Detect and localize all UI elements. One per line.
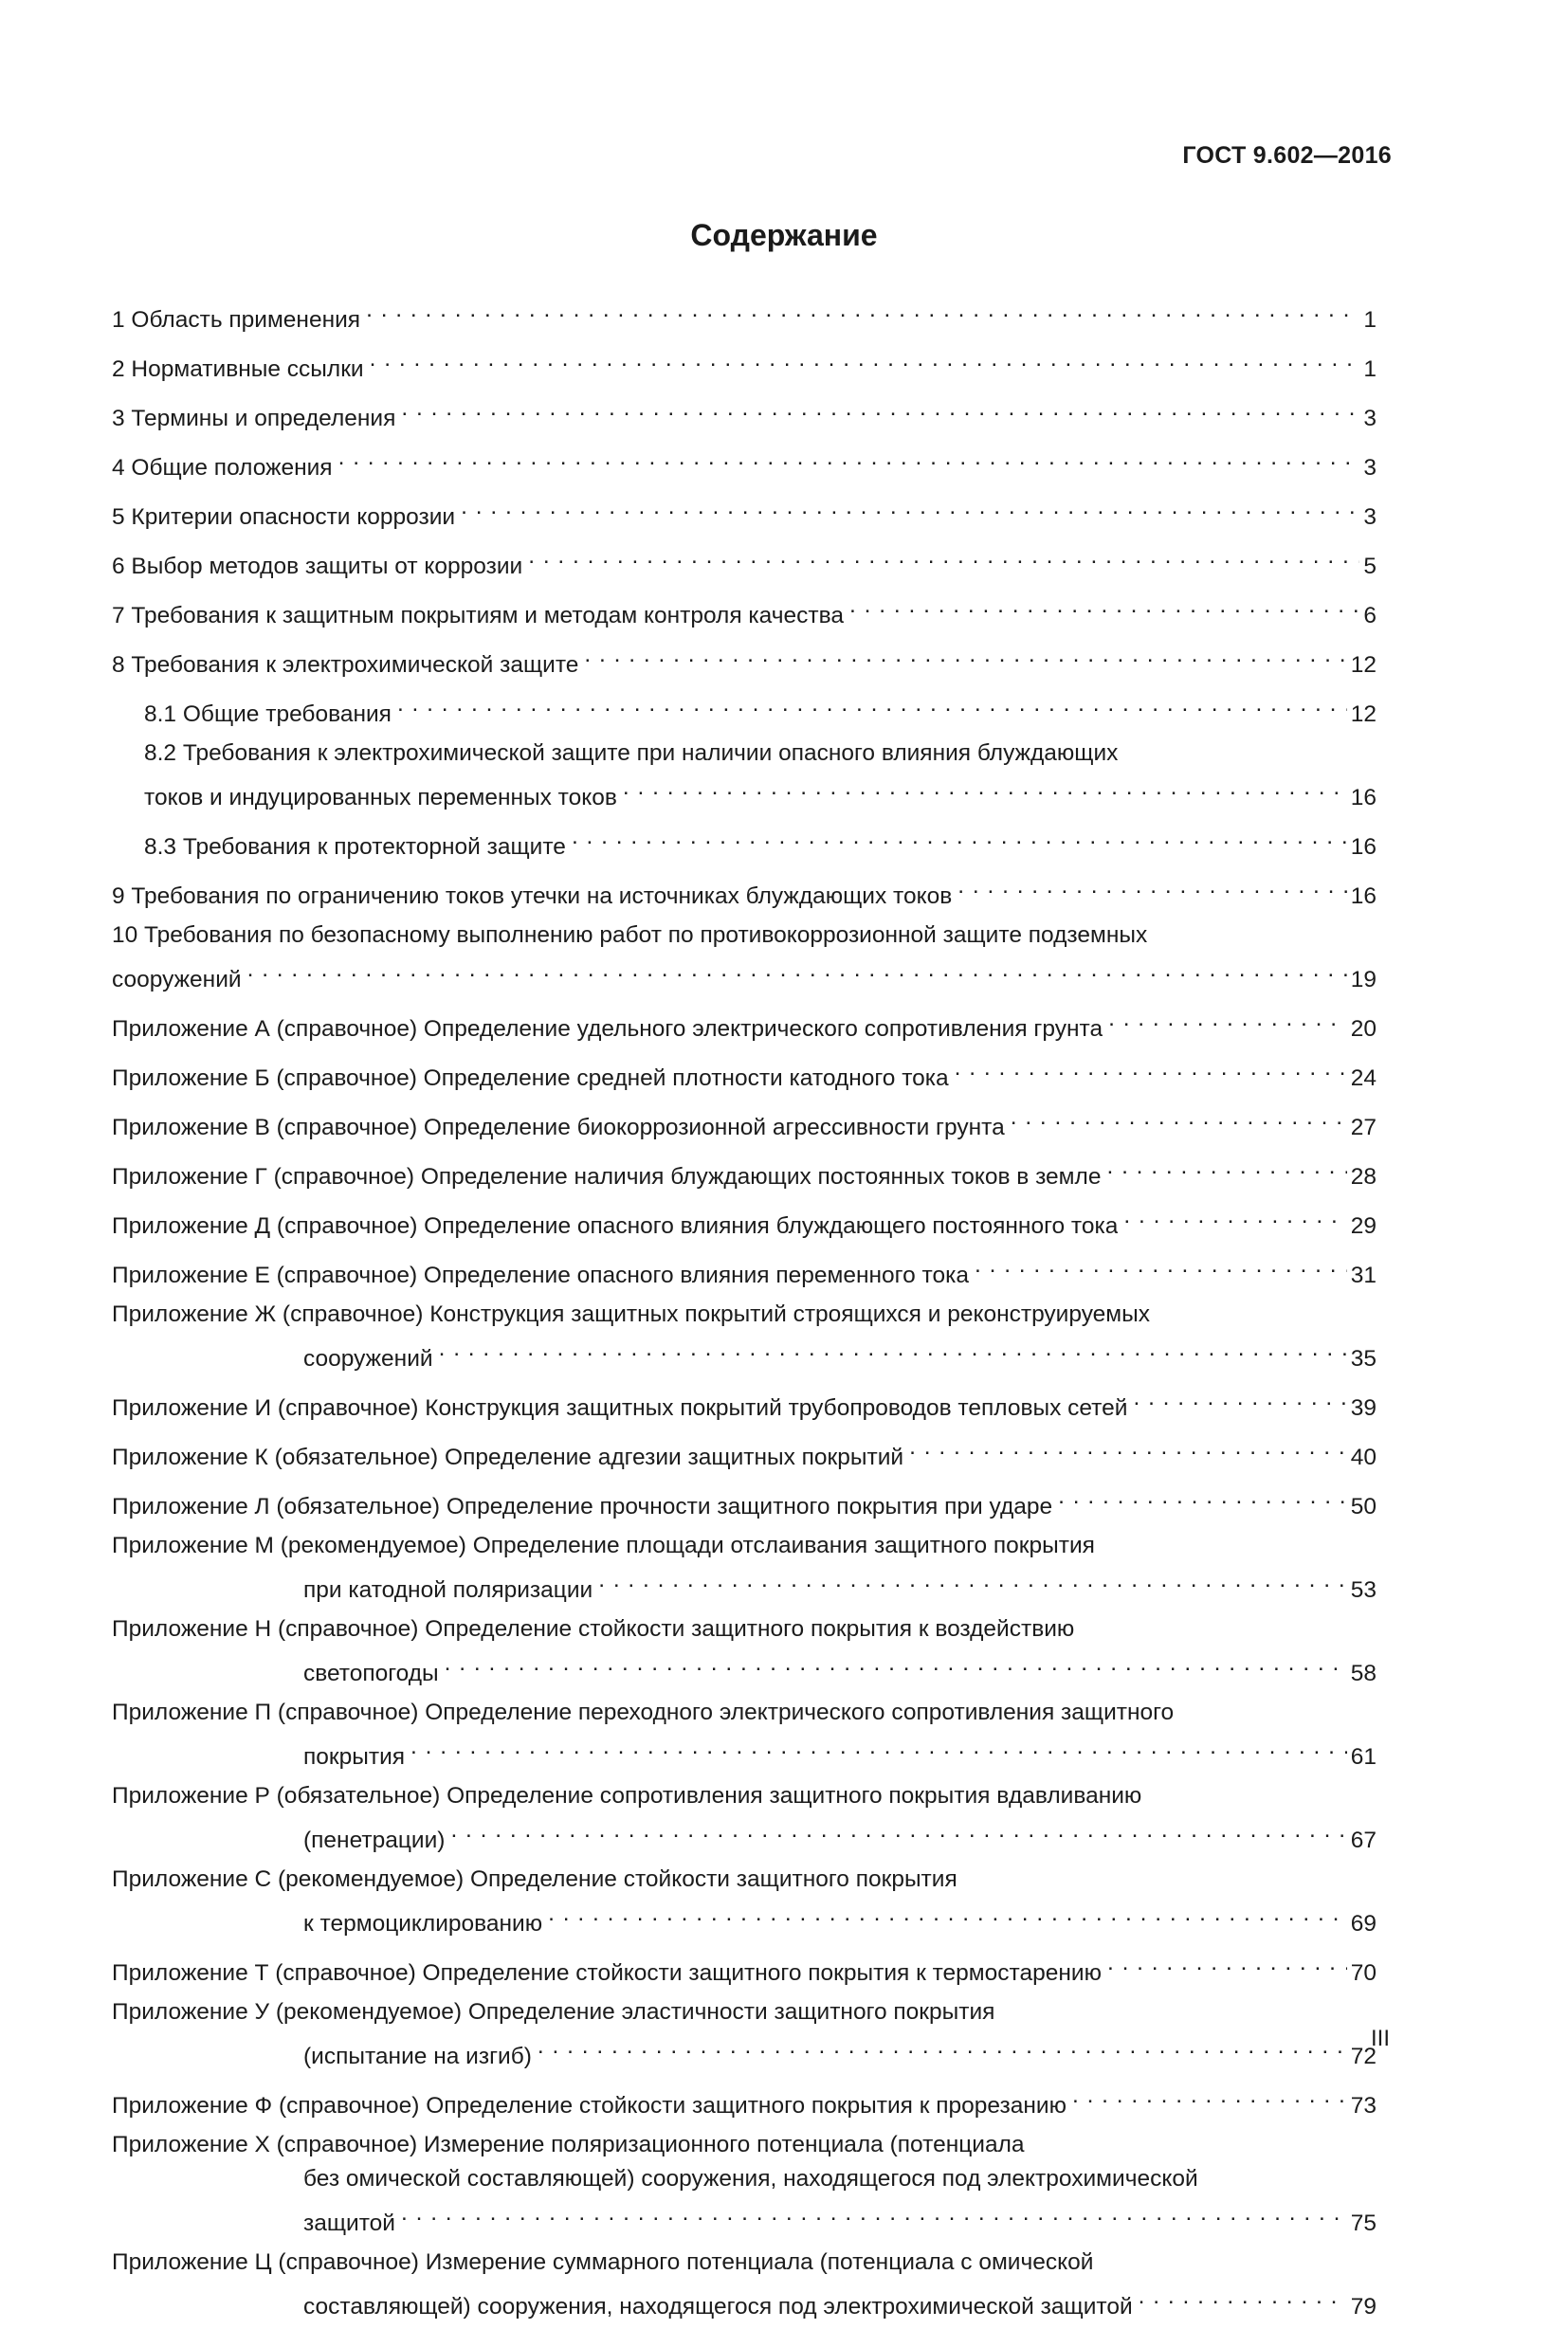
toc-entry-text: без омической составляющей) сооружения, находящегося под электрохимической — [303, 2166, 1198, 2192]
toc-entry-text: 7 Требования к защитным покрытиям и методам контроля качества — [112, 603, 845, 628]
dot-leader — [1133, 1381, 1346, 1415]
toc-entry-text: 9 Требования по ограничению токов утечки на источниках блуждающих токов — [112, 883, 953, 909]
toc-entry[interactable] — [112, 1199, 1377, 1244]
toc-entry-text: сооружений — [303, 1346, 433, 1372]
toc-entry[interactable] — [112, 1529, 1377, 1608]
toc-page-number: 67 — [1350, 1828, 1377, 1853]
toc-page-number: 28 — [1350, 1164, 1377, 1190]
dot-leader — [401, 2196, 1347, 2230]
toc-entry-text: Приложение В (справочное) Определение биокоррозионной агрессивности грунта — [112, 1115, 1005, 1140]
toc-entry[interactable] — [112, 2246, 1377, 2324]
dot-leader — [957, 869, 1347, 903]
dot-leader — [909, 1430, 1347, 1465]
toc-page-number: 72 — [1350, 2044, 1377, 2069]
toc-entry-text: светопогоды — [303, 1661, 439, 1686]
toc-entry[interactable] — [112, 1381, 1377, 1426]
toc-page-number: 16 — [1350, 883, 1377, 909]
toc-page-number: 12 — [1350, 701, 1377, 727]
toc-entry-text: Приложение Д (справочное) Определение опасного влияния блуждающего постоянного тока — [112, 1213, 1119, 1239]
dot-leader — [584, 638, 1346, 672]
toc-entry[interactable] — [112, 638, 1377, 682]
toc-entry[interactable] — [112, 1430, 1377, 1475]
toc-entry-text: 8.2 Требования к электрохимической защите при наличии опасного влияния блуждающих — [144, 740, 1119, 766]
toc-page-number: 19 — [1350, 967, 1377, 992]
dot-leader — [1107, 1946, 1347, 1980]
toc-page-number: 35 — [1350, 1346, 1377, 1372]
dot-leader — [397, 687, 1347, 721]
toc-entry[interactable] — [112, 869, 1377, 914]
toc-entry-text: (пенетрации) — [303, 1828, 446, 1853]
toc-entry-text: Приложение Н (справочное) Определение стойкости защитного покрытия к воздействию — [112, 1616, 1075, 1642]
table-of-contents — [112, 293, 1377, 2329]
dot-leader — [439, 1332, 1347, 1366]
dot-leader — [401, 391, 1359, 426]
toc-entry-text: (испытание на изгиб) — [303, 2044, 532, 2069]
toc-entry-text: Приложение Ж (справочное) Конструкция защитных покрытий строящихся и реконструируемых — [112, 1301, 1151, 1327]
toc-page-number: 73 — [1350, 2093, 1377, 2119]
toc-entry[interactable] — [112, 1480, 1377, 1524]
dot-leader — [1011, 1101, 1347, 1135]
dot-leader — [548, 1897, 1347, 1931]
toc-entry[interactable] — [112, 1051, 1377, 1096]
dot-leader — [450, 1813, 1346, 1847]
toc-entry-text: покрытия — [303, 1744, 406, 1770]
dot-leader — [623, 771, 1347, 805]
toc-page-number: 1 — [1363, 356, 1377, 382]
toc-entry-text: Приложение Х (справочное) Измерение поляризационного потенциала (потенциала — [112, 2132, 1025, 2157]
toc-entry[interactable] — [112, 293, 1377, 337]
toc-entry-text: 1 Область применения — [112, 307, 361, 333]
toc-entry[interactable] — [112, 1946, 1377, 1991]
dot-leader — [338, 441, 1360, 475]
toc-entry[interactable] — [112, 441, 1377, 485]
toc-page-number: 29 — [1350, 1213, 1377, 1239]
dot-leader — [1072, 2079, 1347, 2113]
toc-entry-text: 4 Общие положения — [112, 455, 333, 481]
toc-entry-text: 3 Термины и определения — [112, 406, 396, 431]
toc-entry-text: сооружений — [112, 967, 242, 992]
toc-entry[interactable] — [112, 1779, 1377, 1858]
dot-leader — [1123, 1199, 1346, 1233]
toc-page-number: 50 — [1350, 1494, 1377, 1519]
dot-leader — [598, 1563, 1347, 1597]
toc-page-number: 5 — [1363, 554, 1377, 579]
toc-entry[interactable] — [112, 1248, 1377, 1293]
toc-entry-text: Приложение К (обязательное) Определение адгезии защитных покрытий — [112, 1445, 904, 1470]
toc-entry-text: Приложение С (рекомендуемое) Определение стойкости защитного покрытия — [112, 1866, 957, 1892]
toc-page-number: 24 — [1350, 1065, 1377, 1091]
toc-entry-text: Приложение Б (справочное) Определение средней плотности катодного тока — [112, 1065, 949, 1091]
dot-leader — [1106, 1150, 1346, 1184]
toc-entry-text: Приложение Ф (справочное) Определение стойкости защитного покрытия к прорезанию — [112, 2093, 1067, 2119]
toc-entry-text: при катодной поляризации — [303, 1577, 593, 1603]
toc-page-number: 3 — [1363, 406, 1377, 431]
toc-entry-text: Приложение Р (обязательное) Определение сопротивления защитного покрытия вдавливанию — [112, 1783, 1142, 1809]
document-code: ГОСТ 9.602—2016 — [1182, 142, 1392, 169]
toc-entry[interactable] — [112, 1298, 1377, 1376]
dot-leader — [528, 539, 1359, 573]
toc-entry-text: 10 Требования по безопасному выполнению работ по противокоррозионной защите подземных — [112, 922, 1148, 948]
toc-entry[interactable] — [112, 820, 1377, 864]
dot-leader — [461, 490, 1359, 524]
dot-leader — [1058, 1480, 1347, 1514]
toc-entry-text: Приложение И (справочное) Конструкция защитных покрытий трубопроводов тепловых сетей — [112, 1395, 1128, 1421]
dot-leader — [538, 2029, 1347, 2064]
toc-entry-text: Приложение У (рекомендуемое) Определение эластичности защитного покрытия — [112, 1999, 995, 2025]
toc-page-number: 3 — [1363, 455, 1377, 481]
dot-leader — [445, 1647, 1347, 1681]
toc-entry-text: Приложение М (рекомендуемое) Определение площади отслаивания защитного покрытия — [112, 1533, 1095, 1558]
toc-entry[interactable] — [112, 919, 1377, 997]
toc-page-number: 3 — [1363, 504, 1377, 530]
toc-entry[interactable] — [112, 1995, 1377, 2074]
toc-entry-text: 5 Критерии опасности коррозии — [112, 504, 456, 530]
toc-entry[interactable] — [112, 539, 1377, 584]
dot-leader — [366, 293, 1359, 327]
toc-page-number: 40 — [1350, 1445, 1377, 1470]
toc-page-number: 12 — [1350, 652, 1377, 678]
toc-entry-text: Приложение Ц (справочное) Измерение суммарного потенциала (потенциала с омической — [112, 2249, 1094, 2275]
toc-entry[interactable] — [112, 1612, 1377, 1691]
toc-entry[interactable] — [112, 342, 1377, 387]
toc-page-number: 79 — [1350, 2294, 1377, 2320]
toc-page-number: 53 — [1350, 1577, 1377, 1603]
toc-entry-text: защитой — [303, 2211, 395, 2236]
toc-entry[interactable] — [112, 391, 1377, 436]
toc-entry-text: Приложение П (справочное) Определение переходного электрического сопротивления защитного — [112, 1700, 1175, 1725]
toc-entry[interactable] — [112, 589, 1377, 633]
toc-entry-text: Приложение Г (справочное) Определение наличия блуждающих постоянных токов в земле — [112, 1164, 1102, 1190]
toc-page-number: 39 — [1350, 1395, 1377, 1421]
toc-page-number: 16 — [1350, 834, 1377, 860]
toc-entry[interactable] — [112, 2079, 1377, 2123]
toc-entry-text: 8 Требования к электрохимической защите — [112, 652, 579, 678]
toc-entry-text: Приложение А (справочное) Определение удельного электрического сопротивления грунта — [112, 1016, 1103, 1042]
toc-entry-text: Приложение Т (справочное) Определение стойкости защитного покрытия к термостарению — [112, 1960, 1102, 1986]
toc-entry-text: 8.3 Требования к протекторной защите — [144, 834, 566, 860]
toc-entry-text: 2 Нормативные ссылки — [112, 356, 364, 382]
toc-page-number: 75 — [1350, 2211, 1377, 2236]
toc-page-number: 70 — [1350, 1960, 1377, 1986]
toc-entry[interactable] — [112, 1150, 1377, 1194]
toc-page-number: 58 — [1350, 1661, 1377, 1686]
toc-entry[interactable] — [112, 687, 1377, 732]
dot-leader — [955, 1051, 1347, 1085]
toc-entry-text: 8.1 Общие требования — [144, 701, 392, 727]
toc-page-number: 61 — [1350, 1744, 1377, 1770]
toc-page-number: 6 — [1363, 603, 1377, 628]
dot-leader — [572, 820, 1347, 854]
dot-leader — [1139, 2280, 1347, 2314]
toc-page-number: 31 — [1350, 1263, 1377, 1288]
toc-page-number: 1 — [1363, 307, 1377, 333]
toc-entry[interactable] — [112, 2128, 1377, 2241]
toc-entry[interactable] — [112, 1863, 1377, 1941]
toc-entry[interactable] — [112, 1696, 1377, 1774]
toc-entry-text: составляющей) сооружения, находящегося под электрохимической защитой — [303, 2294, 1133, 2320]
dot-leader — [849, 589, 1359, 623]
toc-title: Содержание — [690, 218, 878, 252]
toc-entry-text: 6 Выбор методов защиты от коррозии — [112, 554, 523, 579]
dot-leader — [975, 1248, 1347, 1283]
toc-entry[interactable] — [112, 1101, 1377, 1145]
toc-entry[interactable] — [112, 737, 1377, 815]
toc-entry-text: Приложение Е (справочное) Определение опасного влияния переменного тока — [112, 1263, 969, 1288]
toc-page-number: 20 — [1350, 1016, 1377, 1042]
toc-page-number: 69 — [1350, 1911, 1377, 1937]
page-number: III — [1370, 2026, 1390, 2051]
toc-entry[interactable] — [112, 1002, 1377, 1046]
toc-entry[interactable] — [112, 490, 1377, 535]
toc-page-number: 27 — [1350, 1115, 1377, 1140]
dot-leader — [370, 342, 1360, 376]
dot-leader — [247, 953, 1347, 987]
toc-entry-text: токов и индуцированных переменных токов — [144, 785, 617, 810]
toc-entry-text: к термоциклированию — [303, 1911, 543, 1937]
dot-leader — [410, 1730, 1347, 1764]
toc-page-number: 16 — [1350, 785, 1377, 810]
dot-leader — [1108, 1002, 1347, 1036]
toc-entry-text: Приложение Л (обязательное) Определение прочности защитного покрытия при ударе — [112, 1494, 1053, 1519]
